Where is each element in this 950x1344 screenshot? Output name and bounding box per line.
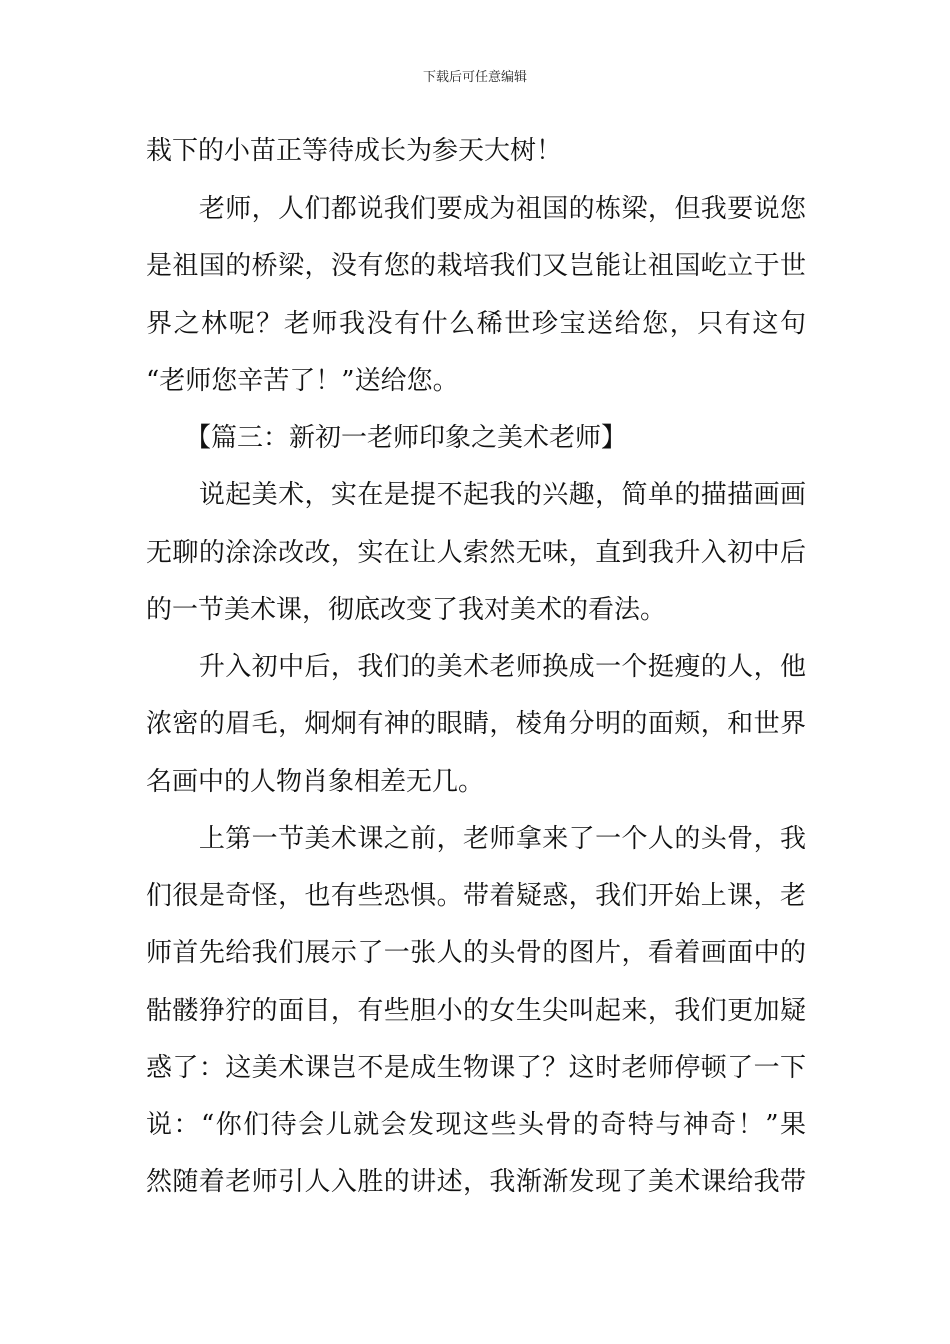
text-line: 说：“你们待会儿就会发现这些头骨的奇特与神奇！”果 [146,1110,806,1140]
text-line: 老师，人们都说我们要成为祖国的栋梁，但我要说您 [146,194,806,224]
text-line: 名画中的人物肖象相差无几。 [146,767,485,797]
text-line: 栽下的小苗正等待成长为参天大树！ [146,136,563,166]
text-line: “老师您辛苦了！”送给您。 [146,366,459,396]
text-line: 惑了：这美术课岂不是成生物课了？这时老师停顿了一下 [146,1053,806,1083]
text-line: 是祖国的桥梁，没有您的栽培我们又岂能让祖国屹立于世 [146,251,806,281]
text-line: 浓密的眉毛，炯炯有神的眼睛，棱角分明的面颊，和世界 [146,709,806,739]
text-line: 的一节美术课，彻底改变了我对美术的看法。 [146,595,667,625]
text-line: 师首先给我们展示了一张人的头骨的图片，看着画面中的 [146,938,806,968]
text-line: 骷髅狰狞的面目，有些胆小的女生尖叫起来，我们更加疑 [146,996,806,1026]
section-heading: 【篇三：新初一老师印象之美术老师】 [146,423,628,453]
text-line: 升入初中后，我们的美术老师换成一个挺瘦的人，他 [146,652,806,682]
text-line: 上第一节美术课之前，老师拿来了一个人的头骨，我 [146,824,806,854]
text-line: 然随着老师引人入胜的讲述，我渐渐发现了美术课给我带 [146,1167,806,1197]
text-line: 界之林呢？老师我没有什么稀世珍宝送给您，只有这句 [146,309,806,339]
text-line: 说起美术，实在是提不起我的兴趣，简单的描描画画 [146,480,806,510]
text-line: 无聊的涂涂改改，实在让人索然无味，直到我升入初中后 [146,538,806,568]
text-line: 们很是奇怪，也有些恐惧。带着疑惑，我们开始上课，老 [146,881,806,911]
page-header: 下载后可任意编辑 [422,70,527,85]
